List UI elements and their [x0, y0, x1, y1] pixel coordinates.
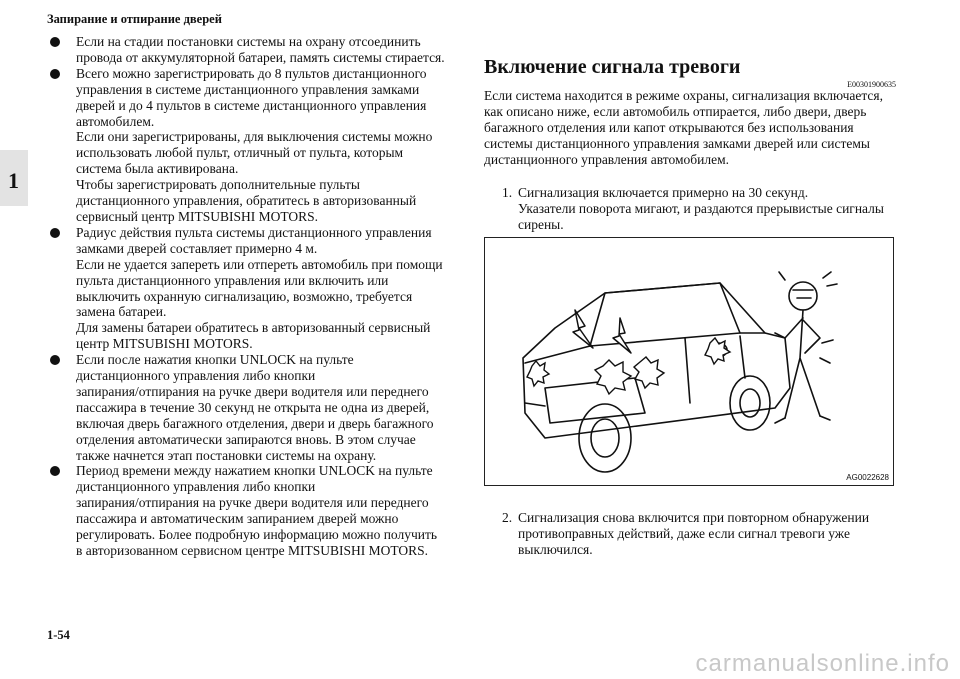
step-number: 1. [502, 185, 513, 200]
bullet-line: пассажира в течение 30 секунд не открыта не одна из дверей, [76, 399, 430, 415]
alarm-figure [484, 237, 894, 486]
step-2 [484, 510, 904, 558]
bullet-dot-icon [50, 69, 60, 79]
step-line: сирены. [518, 217, 564, 232]
bullet-line: сервисный центр MITSUBISHI MOTORS. [76, 208, 319, 224]
bullet-line: Если на стадии постановки системы на охрану отсоединить [76, 34, 421, 49]
bullet-item [48, 34, 468, 66]
chapter-number: 1 [8, 168, 19, 193]
intro-line: дистанционного управления автомобилем. [484, 152, 730, 167]
section-intro [484, 88, 904, 168]
bullet-line: Если они зарегистрированы, для выключения системы можно [76, 129, 433, 145]
figure-caption: AG0022628 [846, 473, 889, 482]
bullet-line: Период времени между нажатием кнопки UNLOCK на пульте [76, 463, 433, 479]
bullet-line: Чтобы зарегистрировать дополнительные пульты [76, 177, 360, 193]
step-line: Сигнализация снова включится при повторном обнаружении [518, 510, 870, 525]
intro-line: Если система находится в режиме охраны, сигнализация включается, [484, 88, 884, 103]
bullet-dot-icon [50, 466, 60, 476]
bullet-line: отделения автоматически запираются вновь. В этом случае [76, 431, 416, 447]
page-header: Запирание и отпирание дверей [47, 12, 222, 26]
intro-line: как описано ниже, если автомобиль отпирается, либо двери, дверь [484, 104, 867, 119]
car-alarm-illustration-icon [485, 238, 893, 485]
section-code: E00301900635 [847, 80, 896, 89]
intro-line: багажного отделения или капот открываются без использования [484, 120, 854, 135]
step-1 [484, 185, 904, 233]
step-line: Указатели поворота мигают, и раздаются прерывистые сигналы [518, 201, 884, 216]
bullet-line: система была активирована. [76, 161, 239, 177]
bullet-line: автомобилем. [76, 113, 155, 129]
bullet-line: включая дверь багажного отделения, двери и дверь багажного [76, 415, 434, 431]
bullet-line: регулировать. Более подробную информацию можно получить [76, 527, 438, 543]
bullet-line: замками дверей составляет примерно 4 м. [76, 240, 318, 256]
step-line: противоправных действий, даже если сигнал тревоги уже [518, 526, 850, 541]
bullet-line: провода от аккумуляторной батареи, память системы стирается. [76, 49, 445, 65]
bullet-line: Радиус действия пульта системы дистанционного управления [76, 224, 432, 240]
bullet-dot-icon [50, 228, 60, 238]
bullet-line: пульта дистанционного управления или включить или [76, 272, 389, 288]
bullet-line: также начнется этап постановки системы на охрану. [76, 447, 377, 463]
bullet-dot-icon [50, 355, 60, 365]
bullet-item [48, 352, 468, 463]
chapter-tab [0, 150, 28, 206]
bullet-line: Для замены батареи обратитесь в авторизованный сервисный [76, 320, 431, 336]
bullet-line: замена батареи. [76, 304, 167, 320]
section-title: Включение сигнала тревоги [484, 56, 741, 78]
bullet-line: запирания/отпирания на ручке двери водителя или переднего [76, 383, 429, 399]
page-number: 1-54 [47, 628, 70, 642]
bullet-line: управления в системе дистанционного управления замками [76, 81, 420, 97]
bullet-line: центр MITSUBISHI MOTORS. [76, 336, 253, 352]
step-line: выключился. [518, 542, 593, 557]
intro-line: системы дистанционного управления замками дверей или системы [484, 136, 870, 151]
bullet-item [48, 66, 468, 225]
bullet-line: Всего можно зарегистрировать до 8 пультов дистанционного [76, 65, 427, 81]
bullet-line: дистанционного управления либо кнопки [76, 368, 316, 384]
bullet-dot-icon [50, 37, 60, 47]
bullet-line: в авторизованном сервисном центре MITSUBISHI MOTORS. [76, 543, 429, 558]
bullet-item [48, 225, 468, 352]
bullet-line: пассажира и автоматическим запиранием дверей можно [76, 511, 399, 527]
left-column [48, 34, 468, 559]
bullet-line: дистанционного управления либо кнопки [76, 479, 316, 495]
step-line: Сигнализация включается примерно на 30 секунд. [518, 185, 809, 200]
bullet-line: выключить охранную сигнализацию, возможно, требуется [76, 288, 413, 304]
step-number: 2. [502, 510, 513, 525]
watermark: carmanualsonline.info [695, 650, 950, 677]
bullet-line: дистанционного управления, обратитесь в авторизованный [76, 193, 417, 209]
bullet-line: Если после нажатия кнопки UNLOCK на пульте [76, 352, 354, 368]
bullet-line: дверей и до 4 пультов в системе дистанционного управления [76, 97, 427, 113]
bullet-line: запирания/отпирания на ручке двери водителя или переднего [76, 495, 429, 511]
bullet-item [48, 463, 468, 558]
bullet-line: Если не удается запереть или отпереть автомобиль при помощи [76, 256, 443, 272]
bullet-line: использовать любой пульт, отличный от пульта, которым [76, 145, 404, 161]
